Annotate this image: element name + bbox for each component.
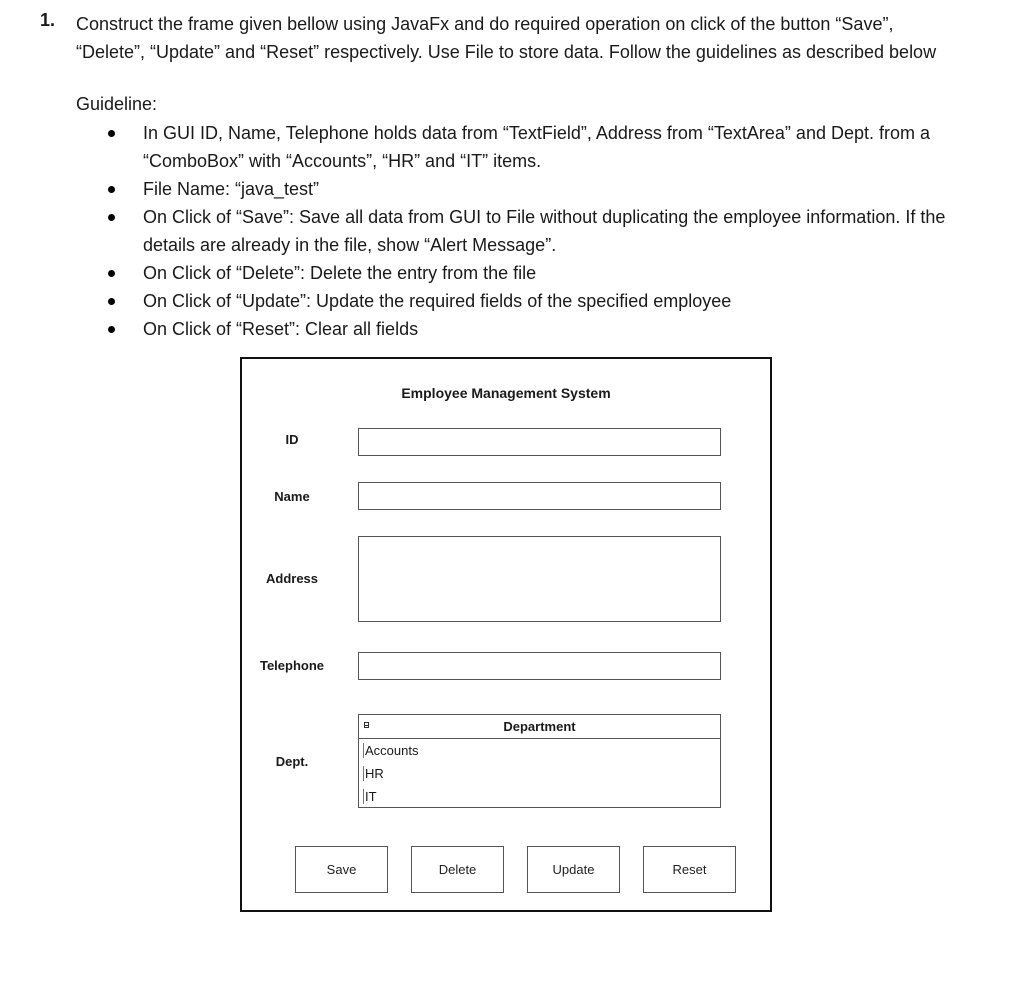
department-combobox[interactable] [358, 714, 721, 808]
telephone-textfield[interactable] [358, 652, 721, 680]
combo-header-label: Department [503, 719, 576, 734]
guideline-line: On Click of “Update”: Update the required fields of the specified employee [143, 291, 732, 311]
bullet-icon [108, 326, 115, 333]
combo-option-accounts[interactable]: Accounts [363, 739, 720, 762]
bullet-icon [108, 186, 115, 193]
id-textfield[interactable] [358, 428, 721, 456]
guideline-item [108, 119, 1008, 175]
bullet-icon [108, 214, 115, 221]
save-button[interactable]: Save [295, 846, 388, 893]
update-button[interactable]: Update [527, 846, 620, 893]
guideline-line: In GUI ID, Name, Telephone holds data from “TextField”, Address from “TextArea” and Dept. from a [143, 123, 930, 143]
address-label: Address [265, 571, 319, 586]
list-icon [364, 722, 369, 728]
id-label: ID [285, 432, 299, 447]
name-label: Name [274, 489, 310, 504]
address-textarea[interactable] [358, 536, 721, 622]
guideline-line: details are already in the file, show “Alert Message”. [143, 235, 557, 255]
guideline-item [108, 259, 1008, 287]
guideline-line: File Name: “java_test” [143, 179, 320, 199]
bullet-icon [108, 270, 115, 277]
combo-option-it[interactable]: IT [363, 785, 720, 808]
question-line: Construct the frame given bellow using JavaFx and do required operation on click of the button “Save”, [76, 14, 894, 34]
question-number: 1. [40, 10, 56, 30]
guideline-list [108, 119, 1008, 343]
guideline-line: “ComboBox” with “Accounts”, “HR” and “IT” items. [143, 151, 542, 171]
question-text [76, 10, 1006, 66]
combo-option-hr[interactable]: HR [363, 762, 720, 785]
employee-frame [240, 357, 772, 912]
guideline-line: On Click of “Reset”: Clear all fields [143, 319, 419, 339]
guideline-line: On Click of “Delete”: Delete the entry from the file [143, 263, 537, 283]
telephone-label: Telephone [259, 658, 325, 673]
name-textfield[interactable] [358, 482, 721, 510]
question-line: “Delete”, “Update” and “Reset” respectively. Use File to store data. Follow the guidelines as described below [76, 42, 937, 62]
guideline-item [108, 203, 1008, 259]
delete-button[interactable]: Delete [411, 846, 504, 893]
guideline-item [108, 175, 1008, 203]
bullet-icon [108, 130, 115, 137]
bullet-icon [108, 298, 115, 305]
reset-button[interactable]: Reset [643, 846, 736, 893]
guideline-line: On Click of “Save”: Save all data from GUI to File without duplicating the employee information. If the [143, 207, 946, 227]
guideline-item [108, 287, 1008, 315]
guideline-item [108, 315, 1008, 343]
dept-label: Dept. [275, 754, 309, 769]
combo-header[interactable] [359, 715, 720, 739]
frame-title: Employee Management System [401, 385, 611, 401]
guideline-heading: Guideline: [76, 94, 158, 114]
